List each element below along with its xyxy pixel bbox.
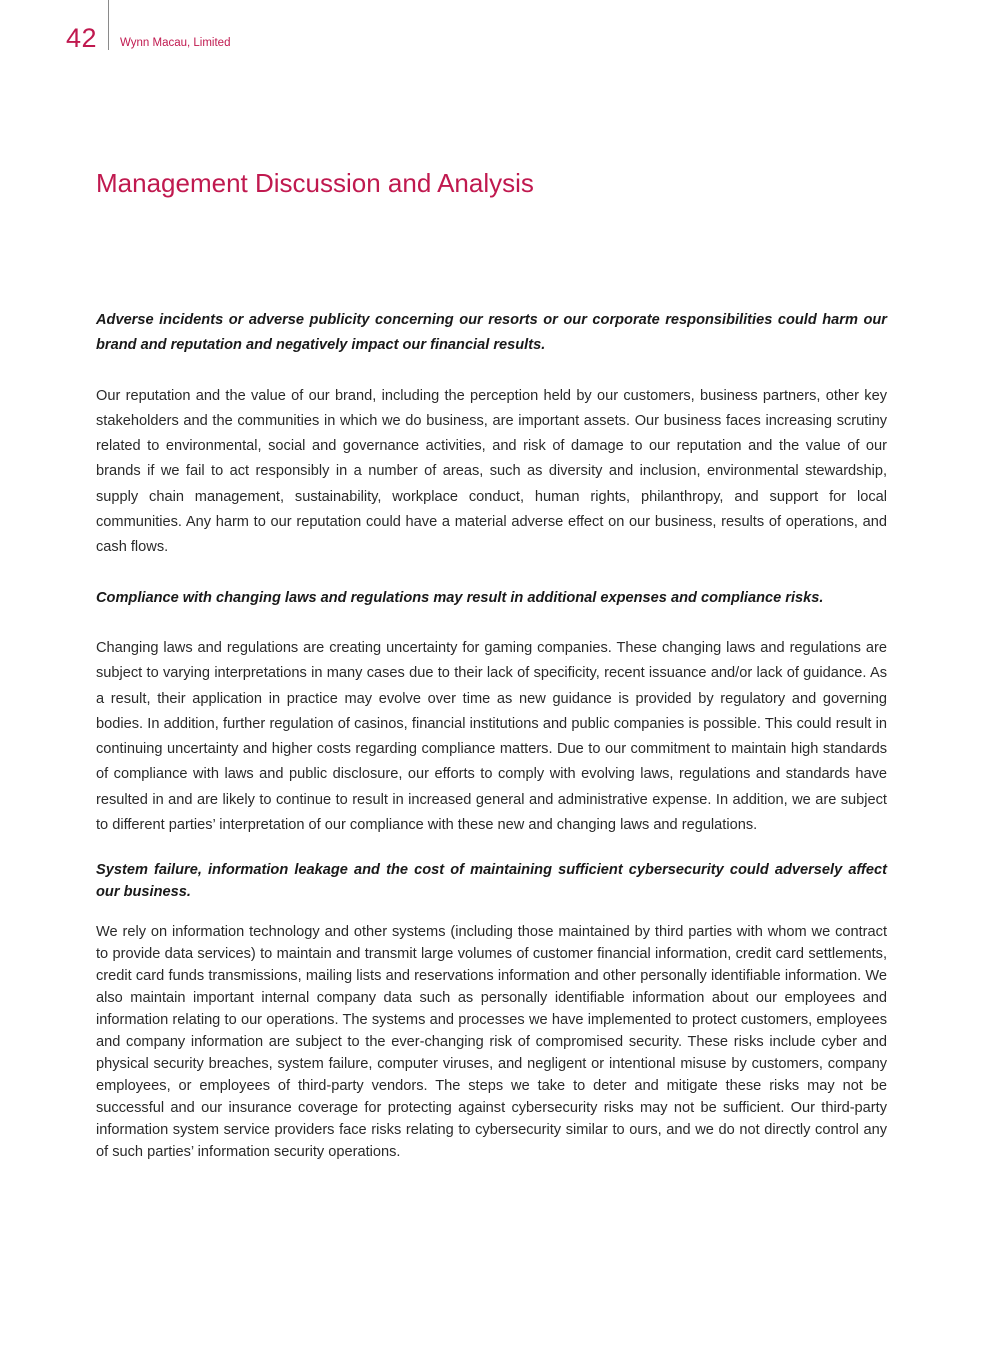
section-heading: System failure, information leakage and the cost of maintaining sufficient cybersecurity could adversely affect our business.: [96, 862, 887, 901]
document-body: [96, 308, 887, 1163]
section-paragraph: We rely on information technology and other systems (including those maintained by third parties with whom we contract to provide data services) to maintain and transmit large volumes of customer financial information, credit card settlements, credit card funds transmissions, mailing lists and reservations information and other personally identifiable information. We also maintain important internal company data such as personally identifiable information about our employees and information relating to our operations. The systems and processes we have implemented to protect customers, employees and company information are subject to the ever-changing risk of compromised security. These risks include cyber and physical security breaches, system failure, computer viruses, and negligent or intentional misuse by customers, company employees, or employees of third-party vendors. The steps we take to deter and mitigate these risks may not be successful and our insurance coverage for protecting against cybersecurity risks may not be sufficient. Our third-party information system service providers face risks relating to cybersecurity similar to ours, and we do not directly control any of such parties’ information security operations.: [96, 924, 887, 1161]
header-divider: [108, 0, 109, 50]
section-heading: Adverse incidents or adverse publicity concerning our resorts or our corporate responsibilities could harm our brand and reputation and negatively impact our financial results.: [96, 312, 887, 354]
page-number: 42: [66, 23, 98, 53]
company-name: Wynn Macau, Limited: [120, 37, 231, 49]
section-heading: Compliance with changing laws and regulations may result in additional expenses and compliance risks.: [96, 589, 824, 606]
section-paragraph: Changing laws and regulations are creating uncertainty for gaming companies. These changing laws and regulations are subject to varying interpretations in many cases due to their lack of specificity, recent issuance and/or lack of guidance. As a result, their application in practice may evolve over time as new guidance is provided by regulatory and governing bodies. In addition, further regulation of casinos, financial institutions and public companies is possible. This could result in continuing uncertainty and higher costs regarding compliance matters. Due to our commitment to maintain high standards of compliance with laws and public disclosure, our efforts to comply with evolving laws, regulations and standards have resulted in and are likely to continue to result in increased general and administrative expense. In addition, we are subject to different parties’ interpretation of our compliance with these new and changing laws and regulations.: [96, 639, 887, 834]
section-paragraph: Our reputation and the value of our brand, including the perception held by our customers, business partners, other key stakeholders and the communities in which we do business, are important assets. Our business faces increasing scrutiny related to environmental, social and governance activities, and risk of damage to our reputation and the value of our brands if we fail to act responsibly in a number of areas, such as diversity and inclusion, environmental stewardship, supply chain management, sustainability, workplace conduct, human rights, philanthropy, and support for local communities. Any harm to our reputation could have a material adverse effect on our business, results of operations, and cash flows.: [96, 387, 887, 556]
page-title: Management Discussion and Analysis: [96, 168, 534, 198]
